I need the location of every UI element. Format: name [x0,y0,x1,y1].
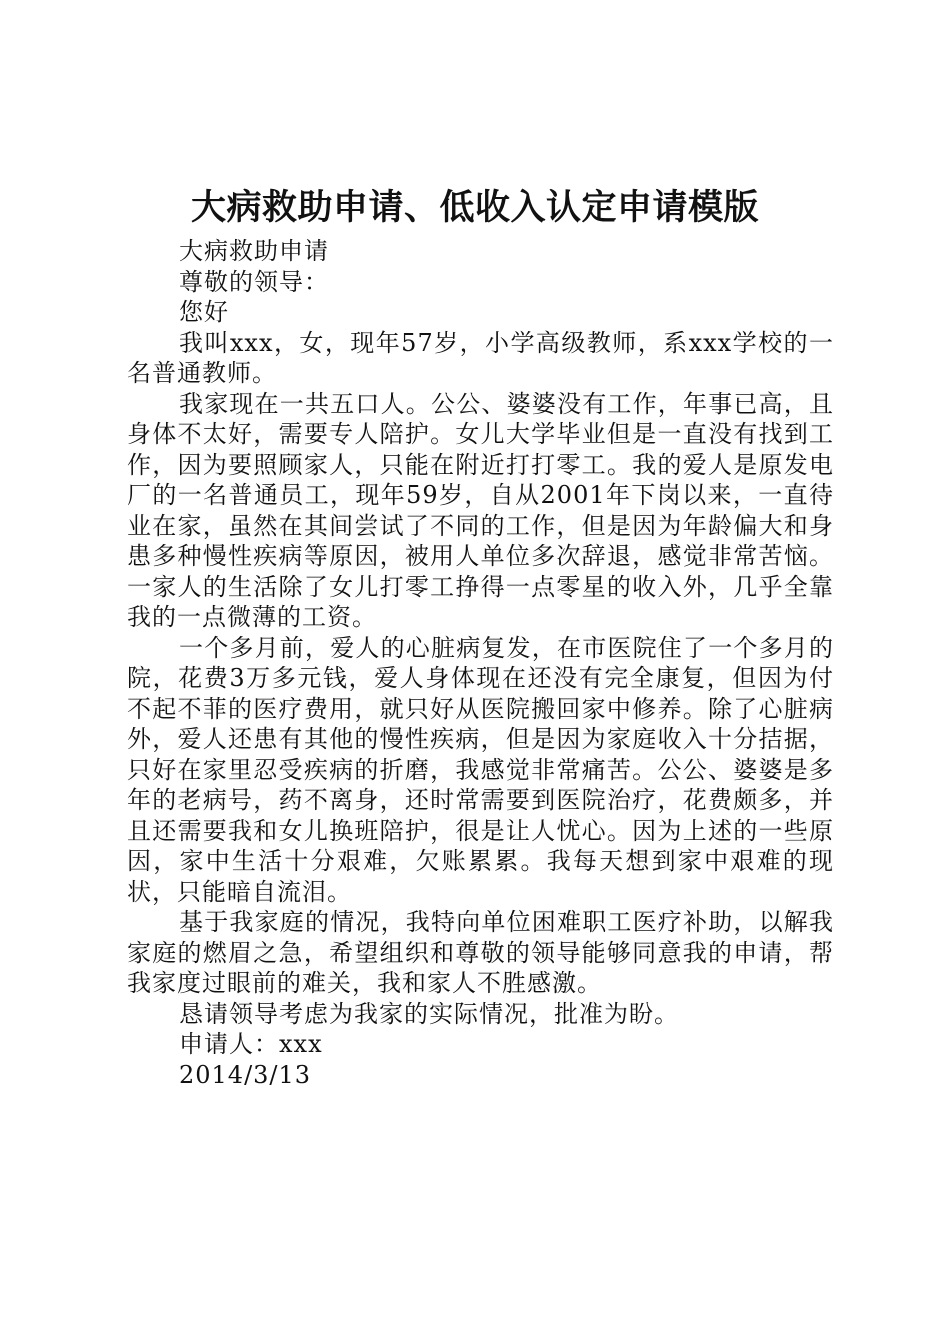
document-body [127,236,834,1090]
body-paragraph-family: 我家现在一共五口人。公公、婆婆没有工作，年事已高，且身体不太好，需要专人陪护。女儿大学毕业但是一直没有找到工作，因为要照顾家人，只能在附近打打零工。我的爱人是原发电厂的一名普通员工，现年59岁，自从2001年下岗以来，一直待业在家，虽然在其间尝试了不同的工作，但是因为年龄偏大和身患多种慢性疾病等原因，被用人单位多次辞退，感觉非常苦恼。一家人的生活除了女儿打零工挣得一点零星的收入外，几乎全靠我的一点微薄的工资。 [127,389,834,631]
salutation: 尊敬的领导： [179,267,329,296]
body-paragraph-illness: 一个多月前，爱人的心脏病复发，在市医院住了一个多月的院，花费3万多元钱，爱人身体现在还没有完全康复，但因为付不起不菲的医疗费用，就只好从医院搬回家中修养。除了心脏病外，爱人还患有其他的慢性疾病，但是因为家庭收入十分拮据，只好在家里忍受疾病的折磨，我感觉非常痛苦。公公、婆婆是多年的老病号，药不离身，还时常需要到医院治疗，花费颇多，并且还需要我和女儿换班陪护，很是让人忧心。因为上述的一些原因，家中生活十分艰难，欠账累累。我每天想到家中艰难的现状，只能暗自流泪。 [127,633,834,906]
subheading: 大病救助申请 [179,237,329,265]
signature-date: 2014/3/13 [179,1060,312,1089]
greeting: 您好 [179,298,229,326]
closing-request: 恳请领导考虑为我家的实际情况，批准为盼。 [179,999,679,1028]
body-paragraph-intro: 我叫xxx，女，现年57岁，小学高级教师，系xxx学校的一名普通教师。 [127,328,834,387]
signature-applicant: 申请人：xxx [179,1030,323,1058]
document-title: 大病救助申请、低收入认定申请模版 [190,187,759,228]
body-paragraph-request: 基于我家庭的情况，我特向单位困难职工医疗补助，以解我家庭的燃眉之急，希望组织和尊敬的领导能够同意我的申请，帮我家度过眼前的难关，我和家人不胜感激。 [127,908,834,997]
